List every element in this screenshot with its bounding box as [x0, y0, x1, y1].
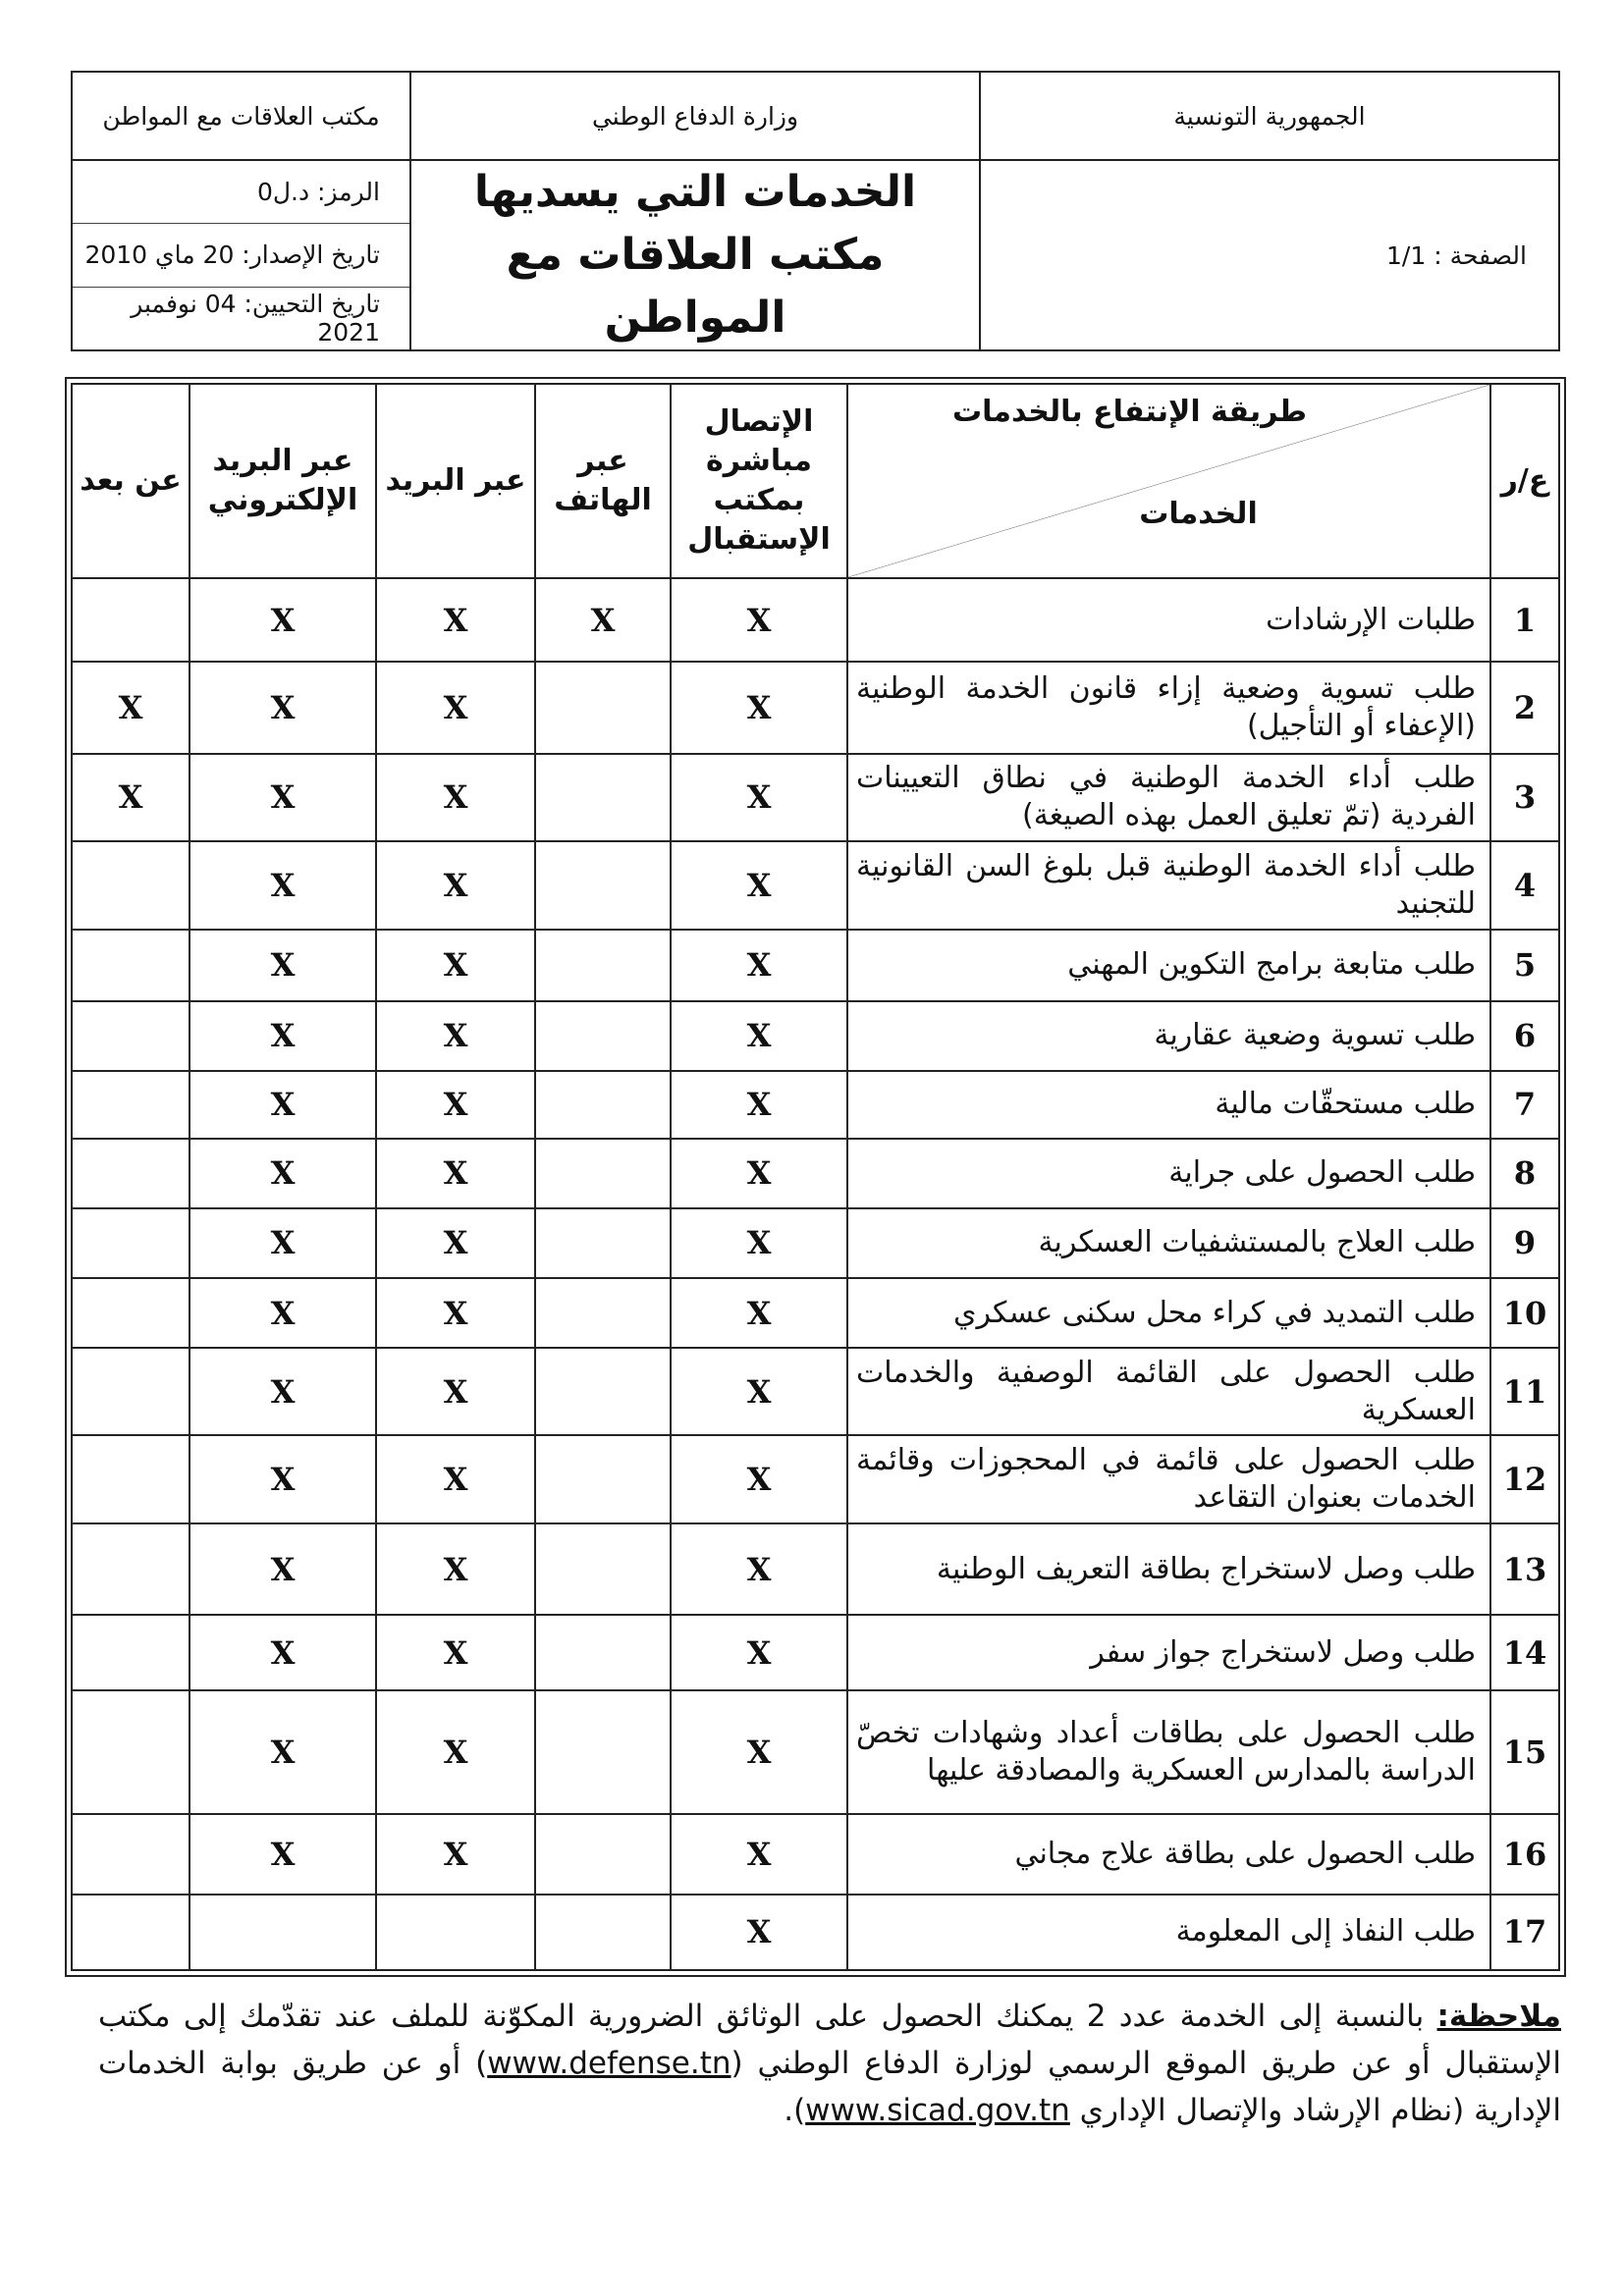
mark-remote — [72, 1001, 189, 1071]
mark-email: X — [189, 1690, 376, 1814]
table-row — [72, 1208, 1559, 1278]
table-row — [72, 1523, 1559, 1615]
service-number: 3 — [1490, 754, 1559, 841]
services-table-body — [72, 578, 1559, 1970]
mark-remote — [72, 1139, 189, 1208]
service-number: 1 — [1490, 578, 1559, 662]
service-number: 6 — [1490, 1001, 1559, 1071]
mark-post: X — [376, 754, 535, 841]
table-row — [72, 1001, 1559, 1071]
service-name: طلب أداء الخدمة الوطنية في نطاق التعيينات الفردية (تمّ تعليق العمل بهذه الصيغة) — [847, 754, 1490, 841]
mark-post: X — [376, 1523, 535, 1615]
mark-direct: X — [671, 754, 847, 841]
mark-post: X — [376, 1435, 535, 1522]
mark-remote — [72, 841, 189, 929]
document-header — [71, 71, 1560, 351]
service-name: طلب الحصول على بطاقات أعداد وشهادات تخصّ الدراسة بالمدارس العسكرية والمصادقة عليها — [847, 1690, 1490, 1814]
mark-remote — [72, 578, 189, 662]
mark-remote — [72, 1208, 189, 1278]
mark-phone — [535, 841, 671, 929]
mark-direct: X — [671, 1139, 847, 1208]
mark-phone — [535, 1278, 671, 1348]
service-number: 13 — [1490, 1523, 1559, 1615]
mark-phone: X — [535, 578, 671, 662]
header-services-diagonal — [847, 384, 1490, 578]
mark-remote — [72, 1895, 189, 1970]
table-row — [72, 930, 1559, 1001]
page-number: الصفحة : 1/1 — [980, 160, 1559, 350]
title-line-2: مكتب العلاقات مع المواطن — [506, 230, 885, 343]
mark-email: X — [189, 662, 376, 753]
header-email: عبر البريد الإلكتروني — [189, 384, 376, 578]
mark-remote — [72, 1814, 189, 1894]
services-table — [71, 383, 1560, 1971]
table-row — [72, 841, 1559, 929]
mark-direct: X — [671, 930, 847, 1001]
mark-phone — [535, 1001, 671, 1071]
service-number: 7 — [1490, 1071, 1559, 1139]
mark-email: X — [189, 930, 376, 1001]
mark-remote: X — [72, 754, 189, 841]
footnote — [98, 1993, 1561, 2134]
mark-phone — [535, 754, 671, 841]
mark-remote — [72, 1523, 189, 1615]
table-row — [72, 754, 1559, 841]
mark-email: X — [189, 1615, 376, 1690]
service-number: 5 — [1490, 930, 1559, 1001]
mark-direct: X — [671, 578, 847, 662]
table-row — [72, 1615, 1559, 1690]
mark-email: X — [189, 1001, 376, 1071]
mark-post: X — [376, 1208, 535, 1278]
defense-website-link[interactable]: www.defense.tn — [487, 2046, 731, 2081]
header-number: ع/ر — [1490, 384, 1559, 578]
sicad-website-link[interactable]: www.sicad.gov.tn — [805, 2093, 1070, 2128]
mark-post: X — [376, 930, 535, 1001]
mark-email: X — [189, 1814, 376, 1894]
mark-remote: X — [72, 662, 189, 753]
mark-direct: X — [671, 1615, 847, 1690]
mark-email: X — [189, 1208, 376, 1278]
service-number: 2 — [1490, 662, 1559, 753]
mark-email: X — [189, 754, 376, 841]
mark-post: X — [376, 1690, 535, 1814]
mark-email: X — [189, 1523, 376, 1615]
mark-email: X — [189, 1071, 376, 1139]
mark-email: X — [189, 578, 376, 662]
service-name: طلب العلاج بالمستشفيات العسكرية — [847, 1208, 1490, 1278]
office-name: مكتب العلاقات مع المواطن — [72, 72, 410, 160]
mark-phone — [535, 1208, 671, 1278]
mark-email — [189, 1895, 376, 1970]
mark-post: X — [376, 662, 535, 753]
service-number: 4 — [1490, 841, 1559, 929]
note-text-3: ). — [784, 2093, 806, 2128]
service-name: طلب تسوية وضعية إزاء قانون الخدمة الوطنية (الإعفاء أو التأجيل) — [847, 662, 1490, 753]
service-name: طلب النفاذ إلى المعلومة — [847, 1895, 1490, 1970]
header-direct: الإتصال مباشرة بمكتب الإستقبال — [671, 384, 847, 578]
issue-date: تاريخ الإصدار: 20 ماي 2010 — [73, 224, 409, 287]
service-name: طلب الحصول على بطاقة علاج مجاني — [847, 1814, 1490, 1894]
mark-direct: X — [671, 1690, 847, 1814]
mark-post: X — [376, 1278, 535, 1348]
service-name: طلب أداء الخدمة الوطنية قبل بلوغ السن القانونية للتجنيد — [847, 841, 1490, 929]
mark-direct: X — [671, 1814, 847, 1894]
mark-phone — [535, 930, 671, 1001]
service-number: 15 — [1490, 1690, 1559, 1814]
header-phone: عبر الهاتف — [535, 384, 671, 578]
mark-post: X — [376, 1139, 535, 1208]
service-number: 10 — [1490, 1278, 1559, 1348]
mark-email: X — [189, 1348, 376, 1435]
service-number: 11 — [1490, 1348, 1559, 1435]
mark-direct: X — [671, 1348, 847, 1435]
document-meta — [72, 160, 410, 350]
mark-direct: X — [671, 841, 847, 929]
mark-direct: X — [671, 1278, 847, 1348]
mark-phone — [535, 662, 671, 753]
service-name: طلب الحصول على قائمة في المحجوزات وقائمة الخدمات بعنوان التقاعد — [847, 1435, 1490, 1522]
mark-post: X — [376, 1348, 535, 1435]
mark-direct: X — [671, 1208, 847, 1278]
table-row — [72, 1071, 1559, 1139]
service-number: 12 — [1490, 1435, 1559, 1522]
header-services: الخدمات — [1139, 497, 1258, 531]
mark-direct: X — [671, 1435, 847, 1522]
note-label: ملاحظة: — [1436, 1999, 1561, 2034]
mark-remote — [72, 1690, 189, 1814]
mark-direct: X — [671, 1001, 847, 1071]
header-remote: عن بعد — [72, 384, 189, 578]
table-row — [72, 1278, 1559, 1348]
mark-remote — [72, 1348, 189, 1435]
table-row — [72, 1690, 1559, 1814]
table-row — [72, 1139, 1559, 1208]
mark-phone — [535, 1071, 671, 1139]
table-row — [72, 1814, 1559, 1894]
mark-remote — [72, 1278, 189, 1348]
mark-email: X — [189, 1435, 376, 1522]
document-title — [410, 160, 980, 350]
service-name: طلب متابعة برامج التكوين المهني — [847, 930, 1490, 1001]
country-name: الجمهورية التونسية — [980, 72, 1559, 160]
table-row — [72, 662, 1559, 753]
header-post: عبر البريد — [376, 384, 535, 578]
mark-phone — [535, 1814, 671, 1894]
mark-remote — [72, 1615, 189, 1690]
mark-phone — [535, 1615, 671, 1690]
mark-post: X — [376, 841, 535, 929]
mark-remote — [72, 1435, 189, 1522]
mark-post: X — [376, 578, 535, 662]
mark-email: X — [189, 1139, 376, 1208]
mark-phone — [535, 1523, 671, 1615]
header-method: طريقة الإنتفاع بالخدمات — [951, 395, 1308, 429]
mark-direct: X — [671, 662, 847, 753]
mark-phone — [535, 1690, 671, 1814]
mark-post: X — [376, 1071, 535, 1139]
table-row — [72, 1895, 1559, 1970]
service-name: طلب وصل لاستخراج جواز سفر — [847, 1615, 1490, 1690]
mark-email: X — [189, 1278, 376, 1348]
document-code: الرمز: د.ل0 — [73, 161, 409, 224]
mark-post: X — [376, 1615, 535, 1690]
mark-post: X — [376, 1814, 535, 1894]
note-text-2: ) أو عن طريق بوابة الخدمات الإدارية (نظام الإرشاد والإتصال الإداري — [98, 2046, 1561, 2128]
service-number: 16 — [1490, 1814, 1559, 1894]
title-line-1: الخدمات التي يسديها — [473, 167, 917, 217]
service-number: 8 — [1490, 1139, 1559, 1208]
service-number: 9 — [1490, 1208, 1559, 1278]
mark-phone — [535, 1348, 671, 1435]
mark-post: X — [376, 1001, 535, 1071]
mark-email: X — [189, 841, 376, 929]
mark-phone — [535, 1435, 671, 1522]
mark-phone — [535, 1139, 671, 1208]
service-name: طلب الحصول على القائمة الوصفية والخدمات العسكرية — [847, 1348, 1490, 1435]
mark-direct: X — [671, 1071, 847, 1139]
service-name: طلب وصل لاستخراج بطاقة التعريف الوطنية — [847, 1523, 1490, 1615]
table-row — [72, 1435, 1559, 1522]
service-number: 17 — [1490, 1895, 1559, 1970]
mark-direct: X — [671, 1895, 847, 1970]
table-row — [72, 1348, 1559, 1435]
mark-remote — [72, 1071, 189, 1139]
service-name: طلبات الإرشادات — [847, 578, 1490, 662]
table-row — [72, 578, 1559, 662]
mark-remote — [72, 930, 189, 1001]
note-text-1: بالنسبة إلى الخدمة عدد 2 يمكنك الحصول على الوثائق الضرورية المكوّنة للملف عند تقدّمك إلى مكتب الإستقبال أو عن طريق الموقع الرسمي لوزارة الدفاع الوطني ( — [98, 1999, 1561, 2081]
service-name: طلب التمديد في كراء محل سكنى عسكري — [847, 1278, 1490, 1348]
update-date: تاريخ التحيين: 04 نوفمبر 2021 — [131, 290, 380, 347]
mark-phone — [535, 1895, 671, 1970]
mark-post — [376, 1895, 535, 1970]
service-name: طلب مستحقّات مالية — [847, 1071, 1490, 1139]
ministry-name: وزارة الدفاع الوطني — [410, 72, 980, 160]
mark-direct: X — [671, 1523, 847, 1615]
service-name: طلب الحصول على جراية — [847, 1139, 1490, 1208]
service-name: طلب تسوية وضعية عقارية — [847, 1001, 1490, 1071]
service-number: 14 — [1490, 1615, 1559, 1690]
